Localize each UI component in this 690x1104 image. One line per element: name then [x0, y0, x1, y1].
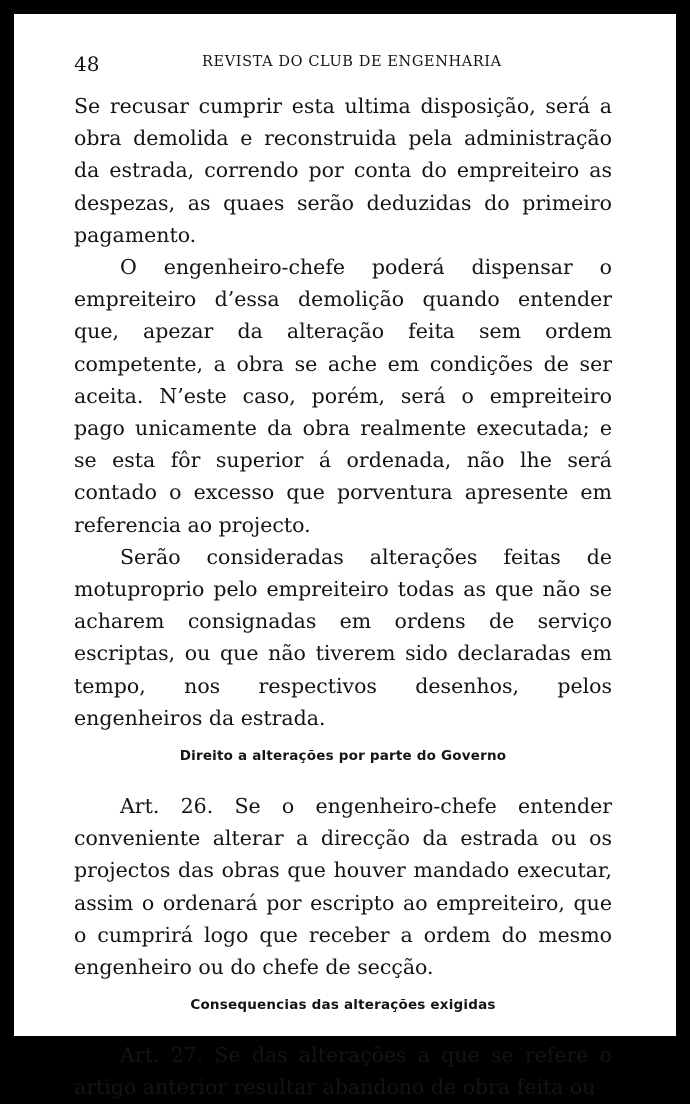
page-header: [74, 48, 610, 78]
text-body: [74, 90, 612, 1104]
paragraph-text: Se recusar cumprir esta ultima disposição, será a obra demolida e reconstruida pela administração da estrada, correndo por conta do empreiteiro as despezas, as quaes serão deduzidas do primeiro pagamento.: [74, 94, 612, 247]
paragraph-1: [74, 90, 612, 251]
document-page: [14, 14, 676, 1100]
paragraph-text: Serão consideradas alterações feitas de motuproprio pelo empreiteiro todas as que não se acharem consignadas em ordens de serviço escriptas, ou que não tiverem sido declaradas em tempo, nos respectivos desenhos, pelos engenheiros da estrada.: [74, 544, 612, 730]
paragraph-3: [74, 541, 612, 734]
section-heading-27: Consequencias das alterações exigidas: [190, 997, 496, 1014]
section-heading-26: Direito a alterações por parte do Governo: [179, 748, 507, 765]
page-number: 48: [74, 52, 100, 76]
article-26: [74, 790, 612, 983]
paragraph-2: [74, 251, 612, 541]
article-27: [74, 1039, 612, 1103]
article-text: Art. 26. Se o engenheiro-chefe entender conveniente alterar a direcção da estrada ou os projectos das obras que houver mandado executar, assim o ordenará por escripto ao empreiteiro, que o cumprirá logo que receber a ordem do mesmo engenheiro ou do chefe de secção.: [74, 794, 612, 980]
article-text: Art. 27. Se das alterações a que se refere o artigo anterior resultar abandono de obra feita ou: [74, 1043, 612, 1100]
running-title: REVISTA DO CLUB DE ENGENHARIA: [202, 54, 502, 70]
paragraph-text: O engenheiro-chefe poderá dispensar o empreiteiro d’essa demolição quando entender que, apezar da alteração feita sem ordem competente, a obra se ache em condições de ser aceita. N’este caso, porém, será o empreiteiro pago unicamente da obra realmente executada; e se esta fôr superior á ordenada, não lhe será contado o excesso que porventura apresente em referencia ao projecto.: [74, 255, 612, 537]
